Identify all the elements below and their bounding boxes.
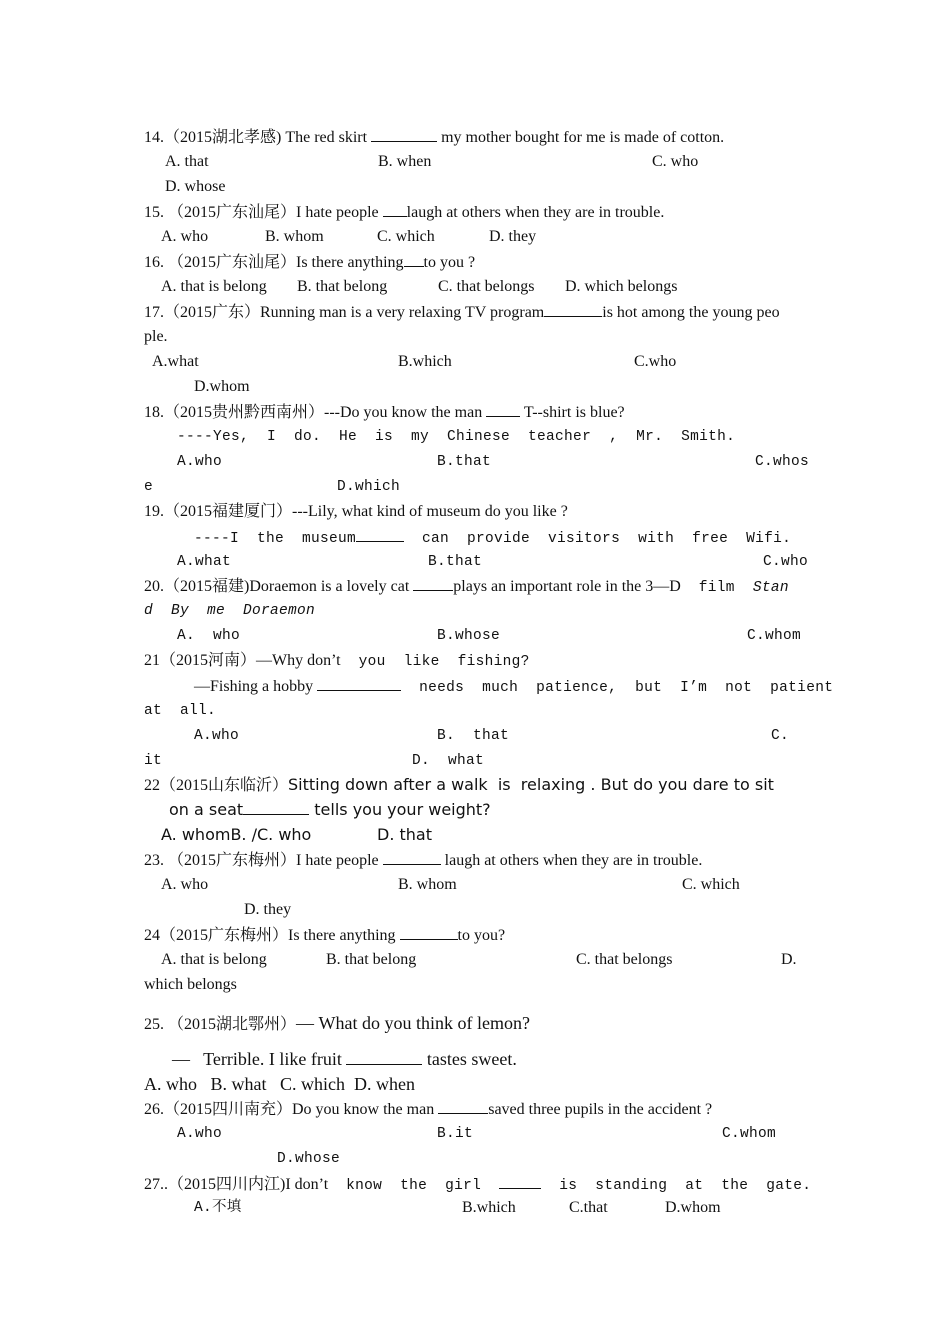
- q19-reply: ----I the museum can provide visitors with free Wifi.: [194, 527, 791, 549]
- blank: [346, 1048, 422, 1065]
- q27-option-b: B.which: [462, 1199, 516, 1216]
- q23-option-b: B. whom: [398, 876, 457, 893]
- question-16-stem: 16. （2015广东汕尾）Is there anything to you ?: [144, 254, 476, 271]
- q22-option-a: A. whom: [161, 825, 231, 844]
- q26-option-a: A.who: [177, 1126, 223, 1142]
- q14-option-c: C. who: [652, 153, 699, 170]
- blank: [499, 1174, 541, 1189]
- q15-option-d: D. they: [489, 228, 537, 245]
- q16-option-a: A. that is belong: [161, 278, 267, 295]
- q23-option-c: C. which: [682, 876, 740, 893]
- q27-option-c: C.that: [569, 1199, 608, 1216]
- blank: [383, 202, 407, 217]
- q22-options: [161, 825, 311, 846]
- q15-option-b: B. whom: [265, 228, 324, 245]
- q15-option-c: C. which: [377, 228, 435, 245]
- q20-option-a: A. who: [177, 628, 241, 644]
- question-22-stem: 22（2015山东临沂）Sitting down after a walk is relaxing . But do you dare to sit: [144, 775, 774, 794]
- q21-option-a: A.who: [194, 728, 240, 744]
- q14-option-a: A. that: [165, 153, 209, 170]
- q27-option-a: A.不填: [194, 1200, 242, 1216]
- question-19-stem: 19.（2015福建厦门）---Lily, what kind of museum do you like ?: [144, 503, 568, 520]
- q16-option-b: B. that belong: [297, 278, 388, 295]
- q19-option-b: B.that: [428, 554, 483, 570]
- blank: [413, 576, 453, 591]
- blank: [317, 676, 401, 691]
- q24-option-d-cont: which belongs: [144, 976, 237, 993]
- q17-option-a: A.what: [152, 353, 199, 370]
- question-14-stem: 14.（2015湖北孝感) The red skirt my mother bought for me is made of cotton.: [144, 129, 725, 146]
- q17-option-b: B.which: [398, 353, 452, 370]
- blank: [371, 127, 437, 142]
- q17-option-d: D.whom: [194, 378, 250, 395]
- q21-reply: —Fishing a hobby needs much patience, but I’m not patient: [194, 678, 834, 696]
- q24-option-a: A. that is belong: [161, 951, 267, 968]
- q22-option-bc: B. /C. who: [230, 825, 312, 844]
- q26-option-c: C.whom: [722, 1126, 777, 1142]
- blank: [383, 850, 441, 865]
- question-20-stem: 20.（2015福建)Doraemon is a lovely cat plays an important role in the 3—D film Stan: [144, 578, 789, 596]
- q26-option-d: D.whose: [277, 1151, 341, 1167]
- question-24-stem: 24（2015广东梅州）Is there anything to you?: [144, 927, 506, 944]
- q25-options: A. who B. what C. which D. when: [144, 1074, 415, 1094]
- q14-option-d: D. whose: [165, 178, 226, 195]
- question-17-stem-cont: ple.: [144, 328, 168, 345]
- q14-option-b: B. when: [378, 153, 432, 170]
- q21-option-c-cont: it: [144, 753, 163, 769]
- q21-option-b: B. that: [437, 728, 510, 744]
- q26-option-b: B.it: [437, 1126, 474, 1142]
- q21-option-c: C.: [771, 728, 790, 744]
- q19-option-c: C.who: [763, 554, 809, 570]
- q21-option-d: D. what: [412, 753, 485, 769]
- q17-option-c: C.who: [634, 353, 677, 370]
- q25-reply: — Terrible. I like fruit tastes sweet.: [172, 1049, 517, 1069]
- blank: [438, 1099, 488, 1114]
- q27-option-d: D.whom: [665, 1199, 721, 1216]
- blank: [486, 402, 520, 417]
- q23-option-a: A. who: [161, 876, 209, 893]
- q24-option-c: C. that belongs: [576, 951, 673, 968]
- q18-option-a: A.who: [177, 454, 223, 470]
- question-15-stem: 15. （2015广东汕尾）I hate people laugh at others when they are in trouble.: [144, 204, 665, 221]
- question-26-stem: 26.（2015四川南充）Do you know the man saved three pupils in the accident ?: [144, 1101, 713, 1118]
- q18-option-d: D.which: [337, 479, 401, 495]
- blank: [243, 800, 309, 815]
- q18-option-c: C.whos: [755, 454, 810, 470]
- q24-option-d: D.: [781, 951, 797, 968]
- q16-option-c: C. that belongs: [438, 278, 535, 295]
- blank: [404, 252, 424, 267]
- q21-reply-cont: at all.: [144, 703, 217, 719]
- question-18-stem: 18.（2015贵州黔西南州）---Do you know the man T--shirt is blue?: [144, 404, 625, 421]
- blank: [400, 925, 458, 940]
- q18-option-b: B.that: [437, 454, 492, 470]
- q20-option-c: C.whom: [747, 628, 802, 644]
- question-17-stem: 17.（2015广东）Running man is a very relaxing TV program is hot among the young peo: [144, 304, 780, 321]
- question-27-stem: 27..（2015四川内江)I don’t know the girl is standing at the gate.: [144, 1176, 812, 1194]
- q18-option-c-cont: e: [144, 479, 154, 495]
- blank: [356, 527, 404, 542]
- q24-option-b: B. that belong: [326, 951, 417, 968]
- question-23-stem: 23. （2015广东梅州）I hate people laugh at others when they are in trouble.: [144, 852, 703, 869]
- question-21-stem: 21（2015河南）—Why don’t you like fishing?: [144, 652, 530, 670]
- q22-option-d: D. that: [377, 825, 432, 844]
- blank: [544, 302, 602, 317]
- q19-option-a: A.what: [177, 554, 232, 570]
- question-22-stem-cont: on a seat tells you your weight?: [169, 800, 491, 819]
- q15-option-a: A. who: [161, 228, 209, 245]
- question-20-title-cont: d By me Doraemon: [144, 603, 316, 619]
- q18-reply: ----Yes, I do. He is my Chinese teacher , Mr. Smith.: [177, 429, 736, 445]
- question-25-stem: 25. （2015湖北鄂州）— What do you think of lemon?: [144, 1013, 530, 1033]
- q20-option-b: B.whose: [437, 628, 501, 644]
- q16-option-d: D. which belongs: [565, 278, 678, 295]
- q23-option-d: D. they: [244, 901, 292, 918]
